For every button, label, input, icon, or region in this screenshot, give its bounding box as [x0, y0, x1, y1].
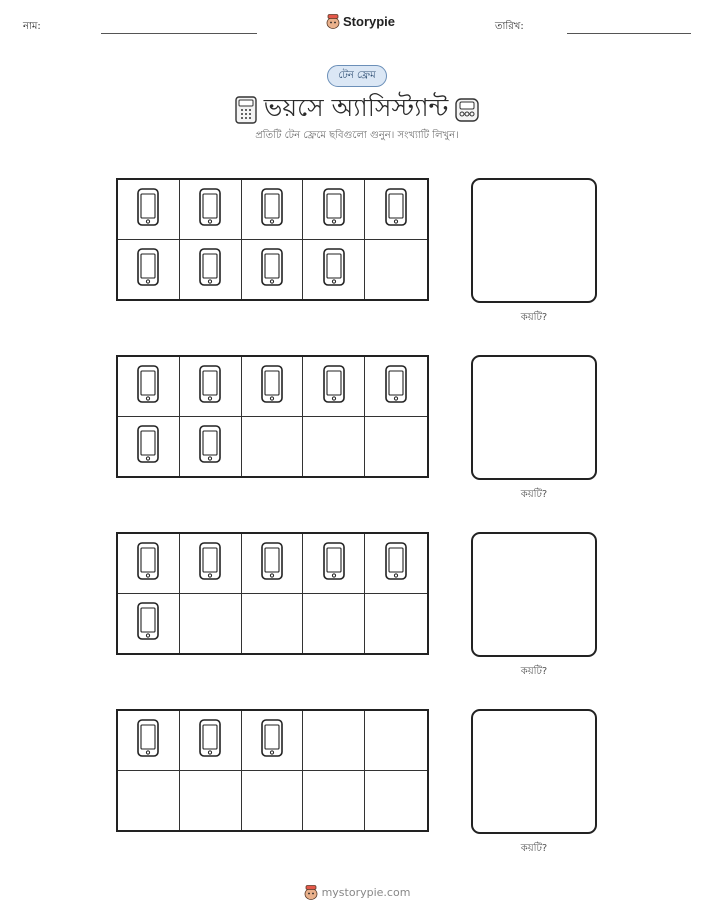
smartphone-icon	[384, 541, 408, 585]
frame-cell	[180, 534, 242, 594]
ten-frame-1	[116, 178, 429, 301]
frame-cell	[365, 771, 427, 831]
smartphone-icon	[260, 247, 284, 291]
smartphone-icon	[322, 364, 346, 408]
frame-cell	[365, 594, 427, 654]
brand-name: Storypie	[343, 13, 396, 29]
answer-box-3[interactable]	[471, 532, 597, 657]
frame-cell	[242, 417, 304, 477]
smartphone-icon	[136, 541, 160, 585]
answer-box-1[interactable]	[471, 178, 597, 303]
frame-cell	[303, 594, 365, 654]
smartphone-icon	[198, 187, 222, 231]
frame-cell	[303, 180, 365, 240]
frame-cell	[180, 771, 242, 831]
frame-cell	[180, 357, 242, 417]
page-title: ভয়সে অ্যাসিস্ট্যান্ট	[263, 93, 449, 122]
answer-label-3: কয়টি?	[520, 666, 548, 677]
date-line[interactable]	[567, 33, 691, 34]
smartphone-icon	[136, 601, 160, 645]
frame-cell	[118, 240, 180, 300]
frame-cell	[118, 534, 180, 594]
smartphone-icon	[260, 541, 284, 585]
frame-cell	[242, 180, 304, 240]
smartphone-icon	[136, 718, 160, 762]
frame-cell	[242, 711, 304, 771]
frame-cell	[365, 180, 427, 240]
frame-cell	[118, 357, 180, 417]
name-line[interactable]	[101, 33, 257, 34]
frame-cell	[365, 534, 427, 594]
frame-cell	[242, 240, 304, 300]
answer-box-2[interactable]	[471, 355, 597, 480]
frame-cell	[180, 180, 242, 240]
mascot-icon	[326, 13, 340, 29]
radio-device-icon	[234, 95, 258, 125]
smartphone-icon	[136, 424, 160, 468]
smartphone-icon	[198, 364, 222, 408]
frame-cell	[365, 240, 427, 300]
frame-cell	[118, 180, 180, 240]
frame-cell	[365, 417, 427, 477]
frame-cell	[242, 771, 304, 831]
smartphone-icon	[136, 364, 160, 408]
smartphone-icon	[322, 247, 346, 291]
smartphone-icon	[136, 187, 160, 231]
answer-label-2: কয়টি?	[520, 489, 548, 500]
frame-cell	[365, 357, 427, 417]
frame-cell	[303, 534, 365, 594]
answer-label-4: কয়টি?	[520, 843, 548, 854]
topic-badge: টেন ফ্রেম	[327, 65, 387, 87]
name-label: নাম:	[23, 21, 41, 32]
frame-cell	[303, 711, 365, 771]
frame-cell	[180, 240, 242, 300]
assistant-device-icon	[454, 97, 480, 123]
footer-url: mystorypie.com	[321, 885, 411, 899]
frame-cell	[242, 357, 304, 417]
frame-cell	[303, 417, 365, 477]
smartphone-icon	[260, 364, 284, 408]
smartphone-icon	[322, 187, 346, 231]
smartphone-icon	[136, 247, 160, 291]
answer-label-1: কয়টি?	[520, 312, 548, 323]
instructions: প্রতিটি টেন ফ্রেমে ছবিগুলো গুনুন। সংখ্যাটি লিখুন।	[255, 130, 459, 141]
smartphone-icon	[198, 247, 222, 291]
frame-cell	[118, 771, 180, 831]
smartphone-icon	[260, 187, 284, 231]
frame-cell	[118, 417, 180, 477]
smartphone-icon	[198, 541, 222, 585]
smartphone-icon	[198, 424, 222, 468]
frame-cell	[365, 711, 427, 771]
frame-cell	[242, 594, 304, 654]
frame-cell	[303, 240, 365, 300]
footer	[0, 884, 714, 900]
date-label: তারিখ:	[495, 21, 524, 32]
answer-box-4[interactable]	[471, 709, 597, 834]
ten-frame-3	[116, 532, 429, 655]
mascot-icon	[304, 884, 318, 900]
brand-logo	[326, 13, 395, 29]
frame-cell	[118, 594, 180, 654]
frame-cell	[180, 417, 242, 477]
smartphone-icon	[260, 718, 284, 762]
smartphone-icon	[198, 718, 222, 762]
frame-cell	[180, 594, 242, 654]
smartphone-icon	[384, 187, 408, 231]
ten-frame-4	[116, 709, 429, 832]
frame-cell	[242, 534, 304, 594]
frame-cell	[180, 711, 242, 771]
smartphone-icon	[322, 541, 346, 585]
title-row	[0, 88, 714, 131]
ten-frame-2	[116, 355, 429, 478]
frame-cell	[303, 357, 365, 417]
frame-cell	[303, 771, 365, 831]
smartphone-icon	[384, 364, 408, 408]
frame-cell	[118, 711, 180, 771]
